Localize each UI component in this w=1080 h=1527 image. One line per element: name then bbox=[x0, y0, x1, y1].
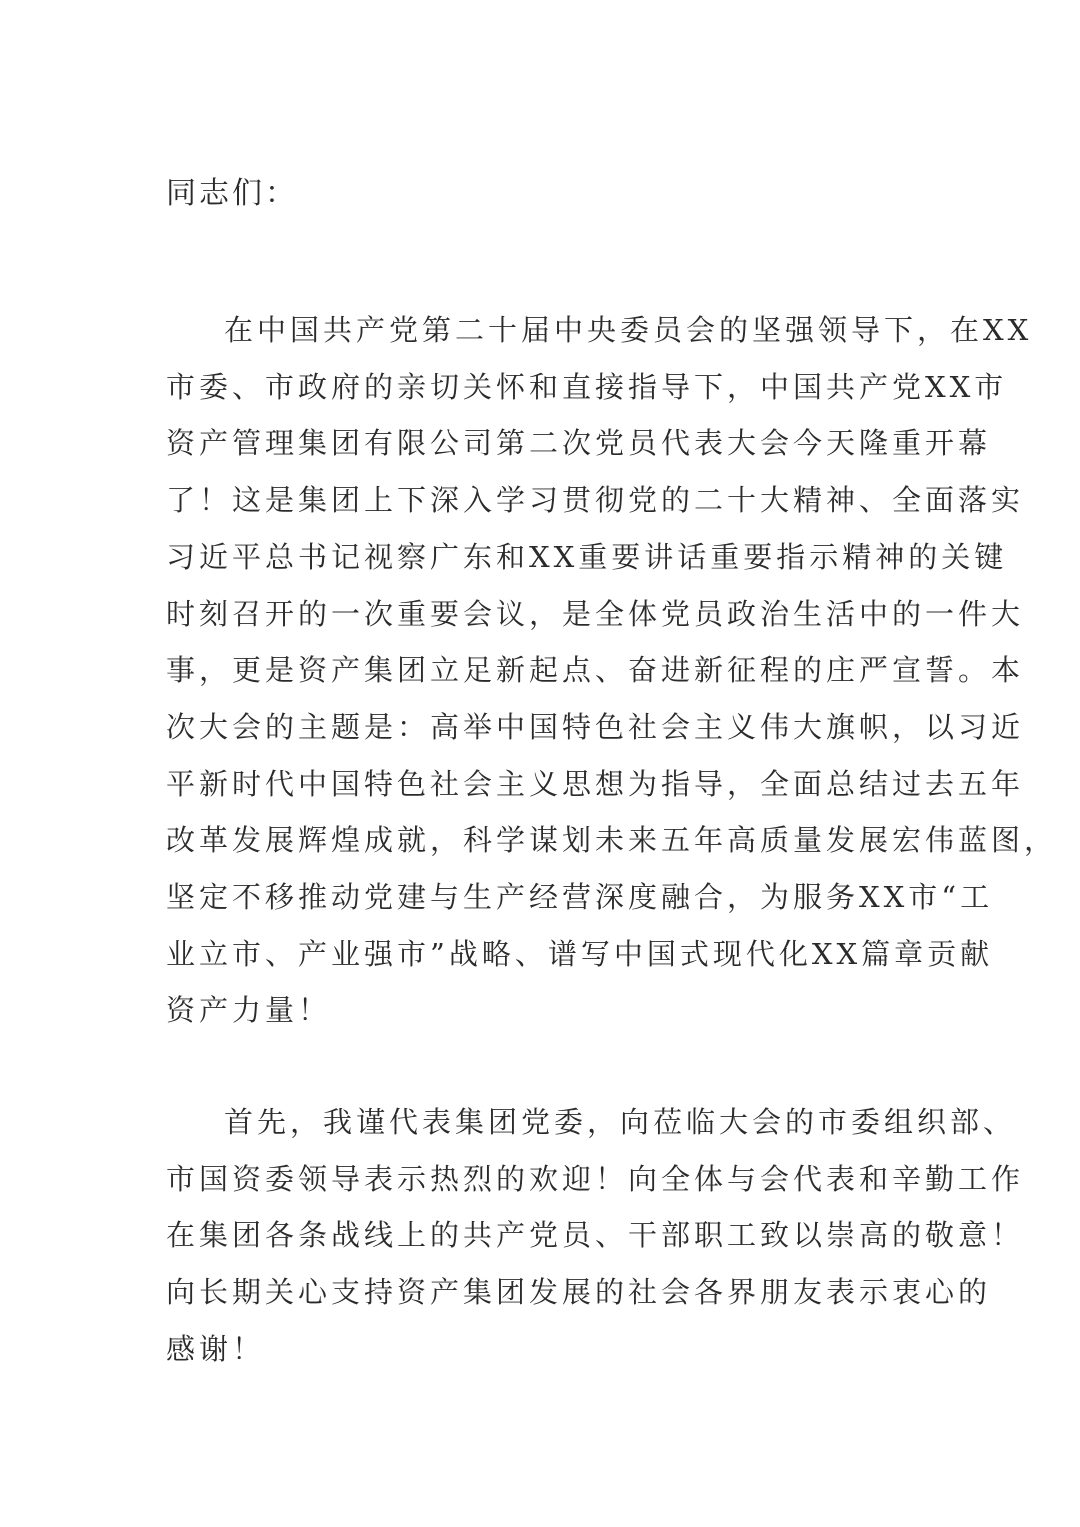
paragraph-welcome bbox=[166, 1094, 1025, 1378]
paragraph-line: 首先，我谨代表集团党委，向莅临大会的市委组织部、 bbox=[224, 1105, 1017, 1139]
paragraph-line: 改革发展辉煌成就，科学谋划未来五年高质量发展宏伟蓝图， bbox=[166, 823, 1058, 858]
paragraph-line: 资产力量！ bbox=[166, 993, 332, 1028]
paragraph-line: 在集团各条战线上的共产党员、干部职工致以崇高的敬意！ bbox=[166, 1218, 1025, 1253]
paragraph-line: 在中国共产党第二十届中央委员会的坚强领导下，在XX bbox=[224, 313, 1033, 347]
paragraph-line: 平新时代中国特色社会主义思想为指导，全面总结过去五年 bbox=[166, 766, 1025, 801]
paragraph-line: 业立市、产业强市”战略、谱写中国式现代化XX篇章贡献 bbox=[166, 936, 994, 971]
paragraph-line: 了！这是集团上下深入学习贯彻党的二十大精神、全面落实 bbox=[166, 483, 1025, 518]
paragraph-line: 感谢！ bbox=[166, 1331, 266, 1366]
paragraph-line: 坚定不移推动党建与生产经营深度融合，为服务XX市“工 bbox=[166, 880, 994, 915]
paragraph-line: 资产管理集团有限公司第二次党员代表大会今天隆重开幕 bbox=[166, 426, 992, 461]
paragraph-opening bbox=[166, 302, 1058, 1039]
paragraph-line: 时刻召开的一次重要会议，是全体党员政治生活中的一件大 bbox=[166, 596, 1025, 631]
paragraph-line: 事，更是资产集团立足新起点、奋进新征程的庄严宣誓。本 bbox=[166, 653, 1025, 688]
paragraph-line: 市委、市政府的亲切关怀和直接指导下，中国共产党XX市 bbox=[166, 369, 1008, 404]
paragraph-line: 市国资委领导表示热烈的欢迎！向全体与会代表和辛勤工作 bbox=[166, 1161, 1025, 1196]
paragraph-line: 习近平总书记视察广东和XX重要讲话重要指示精神的关键 bbox=[166, 539, 1008, 574]
salutation: 同志们： bbox=[166, 176, 298, 211]
paragraph-line: 次大会的主题是：高举中国特色社会主义伟大旗帜，以习近 bbox=[166, 709, 1025, 744]
paragraph-line: 向长期关心支持资产集团发展的社会各界朋友表示衷心的 bbox=[166, 1275, 992, 1310]
